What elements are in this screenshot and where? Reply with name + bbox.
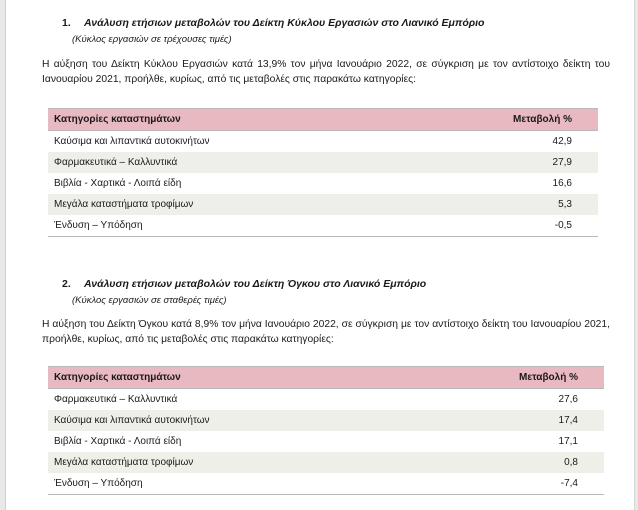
section2-title: Ανάλυση ετήσιων μεταβολών του Δείκτη Όγκου στο Λιανικό Εμπόριο (84, 278, 427, 290)
table-row (48, 389, 604, 411)
row-value: 27,9 (404, 152, 598, 173)
table-row (48, 215, 598, 237)
row-value: 42,9 (552, 136, 572, 147)
row-category: Βιβλία - Χαρτικά - Λοιπά είδη (54, 178, 182, 189)
section2-paragraph: Η αύξηση του Δείκτη Όγκου κατά 8,9% τον μήνα Ιανουάριο 2022, σε σύγκριση με τον αντίστοιχο δείκτη του Ιανουαρίου 2021, προήλθε, κυρίως, από τις μεταβολές στις παρακάτω κατηγορίες: (42, 319, 610, 345)
table-row (48, 194, 598, 215)
row-category: Καύσιμα και λιπαντικά αυτοκινήτων (48, 410, 408, 431)
row-value: 16,6 (552, 178, 572, 189)
row-category: Ένδυση – Υπόδηση (48, 215, 404, 237)
section2-subtitle: (Κύκλος εργασιών σε σταθερές τιμές) (72, 295, 227, 306)
header-category: Κατηγορίες καταστημάτων (48, 367, 408, 389)
row-value: 5,3 (404, 194, 598, 215)
header-value: Μεταβολή % (404, 109, 598, 131)
row-category: Καύσιμα και λιπαντικά αυτοκινήτων (54, 136, 210, 147)
header-category: Κατηγορίες καταστημάτων (48, 109, 404, 131)
row-value: 27,6 (558, 394, 578, 405)
page-frame-left (0, 0, 6, 510)
row-value: 17,1 (558, 436, 578, 447)
row-value: -0,5 (404, 215, 598, 237)
table-row (48, 452, 604, 473)
section2-heading (62, 278, 426, 290)
table-row (48, 473, 604, 495)
header-value: Μεταβολή % (408, 367, 604, 389)
table-row (48, 131, 598, 153)
row-value: -7,4 (408, 473, 604, 495)
row-category: Βιβλία - Χαρτικά - Λοιπά είδη (54, 436, 182, 447)
section1-subtitle: (Κύκλος εργασιών σε τρέχουσες τιμές) (72, 34, 232, 45)
table-row (48, 431, 604, 452)
section1-heading (62, 17, 484, 29)
table-row (48, 410, 604, 431)
row-category: Φαρμακευτικά – Καλλυντικά (54, 394, 178, 405)
row-category: Φαρμακευτικά – Καλλυντικά (48, 152, 404, 173)
page-frame-right (634, 0, 638, 510)
row-value: 17,4 (408, 410, 604, 431)
row-category: Μεγάλα καταστήματα τροφίμων (48, 452, 408, 473)
table-header-row (48, 367, 604, 389)
row-value: 0,8 (408, 452, 604, 473)
section1-number: 1. (62, 17, 71, 29)
section2-table (48, 366, 604, 495)
table-header-row (48, 109, 598, 131)
section1-table (48, 108, 598, 237)
table-row (48, 173, 598, 194)
row-category: Μεγάλα καταστήματα τροφίμων (48, 194, 404, 215)
section1-paragraph: Η αύξηση του Δείκτη Κύκλου Εργασιών κατά 13,9% τον μήνα Ιανουάριο 2022, σε σύγκριση με τον αντίστοιχο δείκτη του Ιανουαρίου 2021, προήλθε, κυρίως, από τις μεταβολές στις παρακάτω κατηγορίες: (42, 59, 610, 85)
row-category: Ένδυση – Υπόδηση (48, 473, 408, 495)
section2-number: 2. (62, 278, 71, 290)
table-row (48, 152, 598, 173)
section1-title: Ανάλυση ετήσιων μεταβολών του Δείκτη Κύκλου Εργασιών στο Λιανικό Εμπόριο (84, 17, 485, 29)
